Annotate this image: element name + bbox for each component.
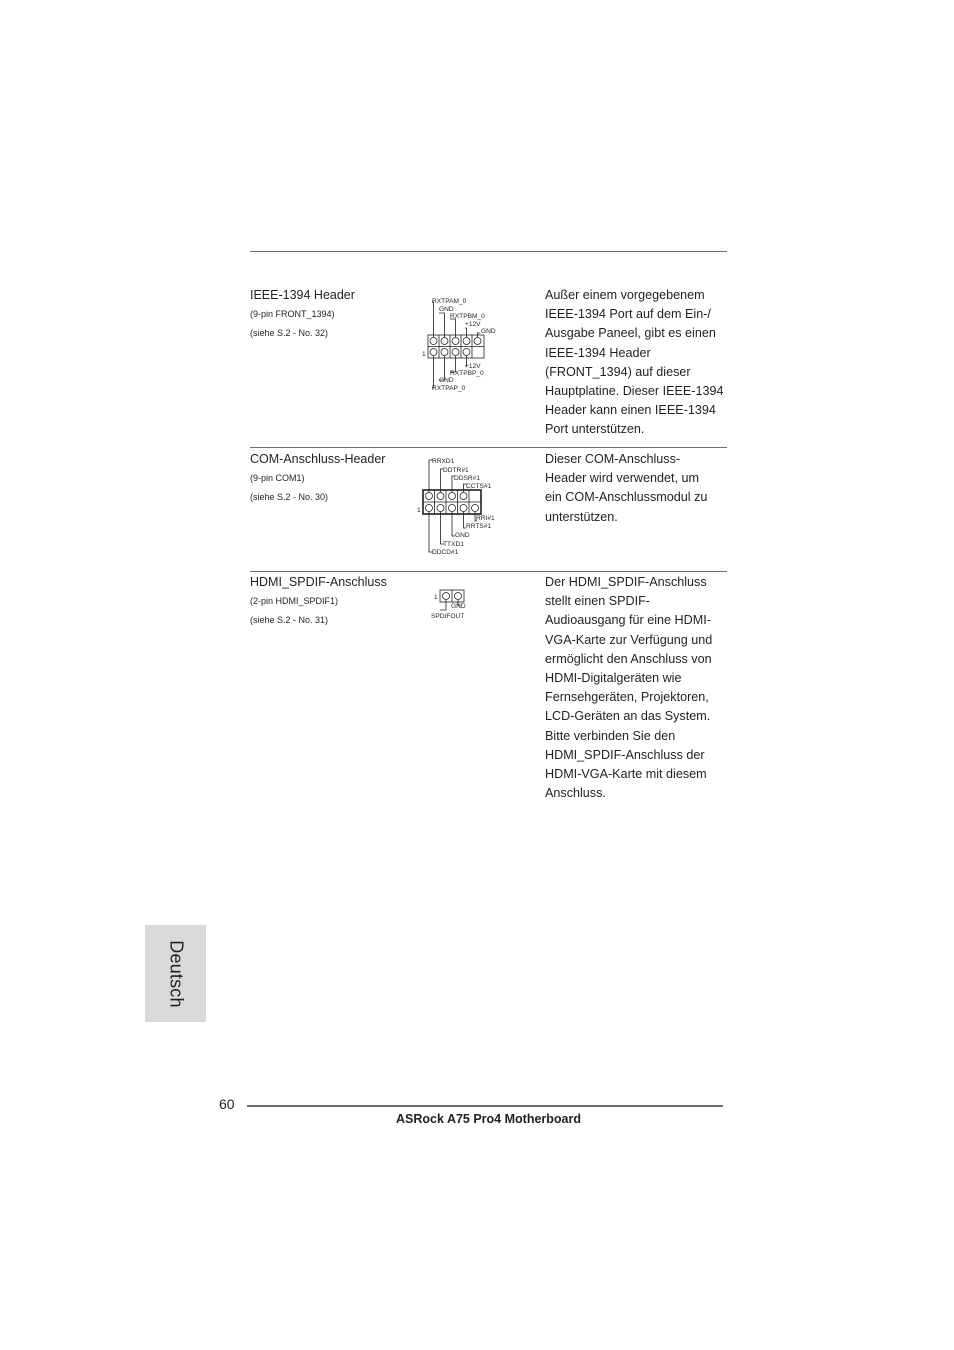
page-number: 60 xyxy=(219,1096,235,1112)
language-tab-label: Deutsch xyxy=(166,939,186,1008)
com-label-rrts1: RRTS#1 xyxy=(466,523,492,530)
ieee-label-gnd-a: GND xyxy=(439,306,454,313)
section-pin-hdmi-spdif: (2-pin HDMI_SPDIF1) xyxy=(250,596,339,606)
ieee-label-12v-b: +12V xyxy=(465,363,481,370)
top-rule xyxy=(250,251,727,252)
section-pin-com: (9-pin COM1) xyxy=(250,473,305,483)
ieee-label-gnd-b: GND xyxy=(481,328,496,335)
com-label-ddsr1: DDSR#1 xyxy=(454,475,481,482)
section-divider xyxy=(250,447,727,448)
section-ref-hdmi-spdif: (siehe S.2 - No. 31) xyxy=(250,615,329,625)
com-label-rrxd1: RRXD1 xyxy=(432,458,455,465)
com-label-rri1: RRI#1 xyxy=(476,515,495,522)
section-pin-ieee1394: (9-pin FRONT_1394) xyxy=(250,309,335,319)
hdmi-spdif-label-gnd: GND xyxy=(451,603,466,610)
section-desc-hdmi-spdif: Der HDMI_SPDIF-Anschluss stellt einen SPDIF- Audioausgang für eine HDMI- VGA-Karte zur Verfügung und ermöglicht den Anschluss von HDMI-Digitalgeräten wie Fernsehgeräten, Projektoren, LCD-Geräten an das System. Bitte verbinden Sie den HDMI_SPDIF-Anschluss der HDMI-VGA-Karte mit diesem Anschluss. xyxy=(545,575,713,801)
ieee-pin1-label: 1 xyxy=(422,351,426,358)
com-label-gnd: GND xyxy=(455,532,470,539)
footer-rule xyxy=(247,1105,723,1107)
hdmi-spdif-pin1-label: 1 xyxy=(434,594,438,601)
com-label-ttxd1: TTXD1 xyxy=(443,541,464,548)
section-divider xyxy=(250,571,727,572)
ieee-label-rxtpap: RXTPAP_0 xyxy=(432,385,466,392)
ieee-label-12v-a: +12V xyxy=(465,321,481,328)
com-label-ddtr1: DDTR#1 xyxy=(443,467,469,474)
section-desc-com: Dieser COM-Anschluss- Header wird verwendet, um ein COM-Anschlussmodul zu unterstützen. xyxy=(545,452,708,524)
com-header-diagram xyxy=(415,454,535,564)
section-title-hdmi-spdif: HDMI_SPDIF-Anschluss xyxy=(250,575,387,589)
footer-product-name: ASRock A75 Pro4 Motherboard xyxy=(396,1112,581,1126)
section-ref-com: (siehe S.2 - No. 30) xyxy=(250,492,329,502)
com-label-dcd1: DDCD#1 xyxy=(432,549,459,556)
ieee-label-gnd-c: GND xyxy=(439,377,454,384)
section-ref-ieee1394: (siehe S.2 - No. 32) xyxy=(250,328,329,338)
hdmi-spdif-label-spdifout: SPDIFOUT xyxy=(431,613,465,620)
ieee-label-rxtpbm: RXTPBM_0 xyxy=(450,313,485,320)
section-desc-ieee1394: Außer einem vorgegebenem IEEE-1394 Port auf dem Ein-/ Ausgabe Paneel, gibt es einen IEEE-1394 Header (FRONT_1394) auf dieser Hauptplatine. Dieser IEEE-1394 Header kann einen IEEE-1394 Port unterstützen. xyxy=(545,288,724,437)
com-pin1-label: 1 xyxy=(417,507,421,514)
section-title-ieee1394: IEEE-1394 Header xyxy=(250,288,355,302)
ieee1394-header-diagram xyxy=(420,292,540,402)
ieee-label-rxtpam: RXTPAM_0 xyxy=(432,298,467,305)
section-title-com: COM-Anschluss-Header xyxy=(250,452,386,466)
com-label-ccts1: CCTS#1 xyxy=(466,483,492,490)
ieee-label-rxtpbp: RXTPBP_0 xyxy=(450,370,484,377)
language-side-tab xyxy=(145,925,206,1022)
hdmi-spdif-header-diagram xyxy=(430,585,490,625)
